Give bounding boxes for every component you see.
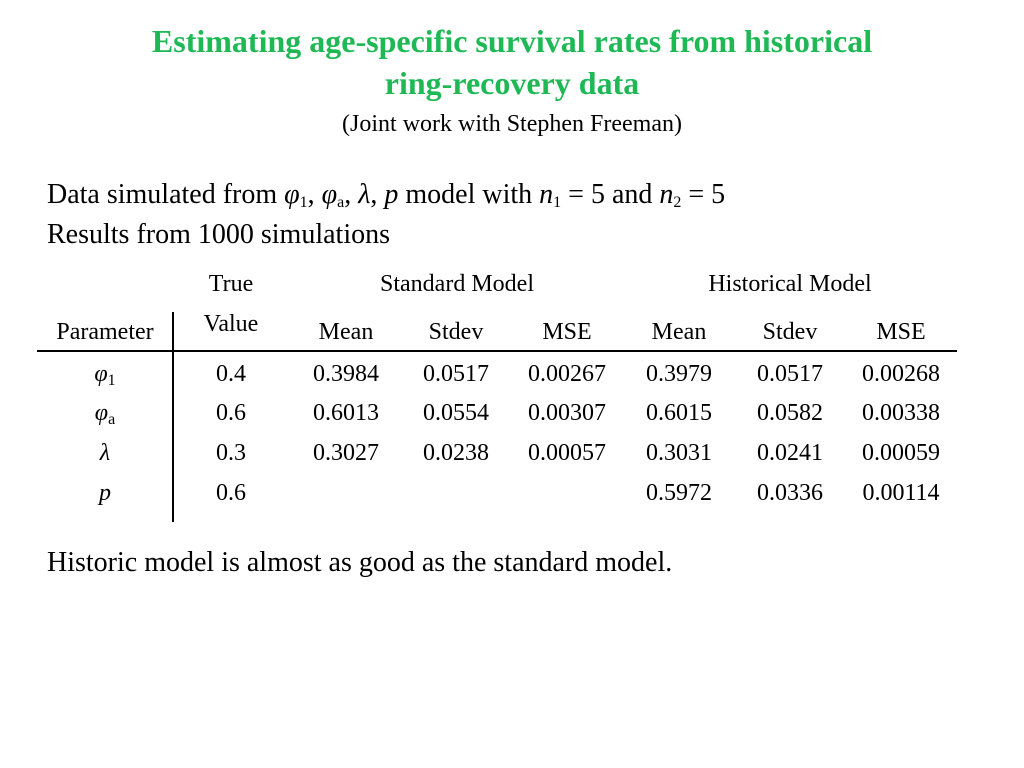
results-line: Results from 1000 simulations xyxy=(47,219,390,250)
p-symbol: p xyxy=(384,179,399,210)
param-symbol: p xyxy=(99,480,111,506)
hist-stdev: 0.0517 xyxy=(757,361,823,387)
hist-stdev: 0.0241 xyxy=(757,440,823,466)
n1-equals: = 5 and xyxy=(568,179,653,210)
model-with-text: model with xyxy=(405,179,533,210)
header-parameter: Parameter xyxy=(56,319,154,345)
hist-mse: 0.00059 xyxy=(862,440,940,466)
hist-mean: 0.3979 xyxy=(646,361,712,387)
header-std-mse: MSE xyxy=(542,319,592,345)
conclusion-text: Historic model is almost as good as the standard model. xyxy=(47,547,673,578)
true-value: 0.3 xyxy=(216,440,246,466)
n2-subscript: 2 xyxy=(673,194,682,211)
header-hist-mse: MSE xyxy=(876,319,926,345)
std-mse: 0.00057 xyxy=(528,440,606,466)
phi-a-subscript: a xyxy=(337,194,345,211)
hist-mse: 0.00338 xyxy=(862,400,940,426)
param-symbol: φ xyxy=(94,361,108,387)
std-stdev: 0.0517 xyxy=(423,361,489,387)
n2-equals: = 5 xyxy=(688,179,726,210)
separator: , xyxy=(307,179,315,210)
header-value: Value xyxy=(203,311,259,337)
param-symbol: φ xyxy=(94,400,109,426)
std-mse: 0.00267 xyxy=(528,361,606,387)
header-historical-model: Historical Model xyxy=(708,271,872,297)
true-value: 0.6 xyxy=(216,400,246,426)
std-mean: 0.3984 xyxy=(313,361,379,387)
header-true: True xyxy=(208,271,254,297)
separator: , xyxy=(344,179,352,210)
hist-mean: 0.6015 xyxy=(646,400,712,426)
header-divider xyxy=(37,350,957,352)
param-phi-a xyxy=(95,399,115,427)
phi-1-subscript: 1 xyxy=(299,194,308,211)
hist-mse: 0.00114 xyxy=(862,480,940,506)
std-mean: 0.3027 xyxy=(313,440,379,466)
param-phi-1 xyxy=(94,360,115,388)
true-value: 0.6 xyxy=(216,480,246,506)
header-hist-stdev: Stdev xyxy=(762,319,818,345)
sim-prefix: Data simulated from xyxy=(47,179,278,210)
std-mean: 0.6013 xyxy=(313,400,379,426)
true-value: 0.4 xyxy=(216,361,246,387)
phi-symbol: φ xyxy=(284,179,300,210)
hist-mean: 0.5972 xyxy=(646,480,712,506)
hist-stdev: 0.0582 xyxy=(757,400,823,426)
param-p xyxy=(99,479,111,507)
std-mse: 0.00307 xyxy=(528,400,606,426)
n-symbol: n xyxy=(539,179,554,210)
title-line-2: ring-recovery data xyxy=(384,65,640,101)
n-symbol: n xyxy=(659,179,674,210)
hist-mse: 0.00268 xyxy=(862,361,940,387)
param-subscript: 1 xyxy=(107,372,116,389)
lambda-symbol: λ xyxy=(358,179,371,210)
header-std-stdev: Stdev xyxy=(428,319,484,345)
separator: , xyxy=(370,179,378,210)
n1-subscript: 1 xyxy=(553,194,562,211)
header-hist-mean: Mean xyxy=(651,319,707,345)
header-standard-model: Standard Model xyxy=(380,271,534,297)
header-std-mean: Mean xyxy=(318,319,374,345)
phi-symbol: φ xyxy=(321,179,338,210)
param-symbol: λ xyxy=(99,440,111,466)
hist-stdev: 0.0336 xyxy=(757,480,823,506)
title-line-1: Estimating age-specific survival rates from historical xyxy=(151,23,873,59)
std-stdev: 0.0554 xyxy=(423,400,489,426)
slide-subtitle: (Joint work with Stephen Freeman) xyxy=(342,111,682,137)
param-lambda xyxy=(100,439,110,467)
hist-mean: 0.3031 xyxy=(646,440,712,466)
param-subscript: a xyxy=(108,411,116,428)
std-stdev: 0.0238 xyxy=(423,440,489,466)
parameter-divider xyxy=(172,312,174,522)
